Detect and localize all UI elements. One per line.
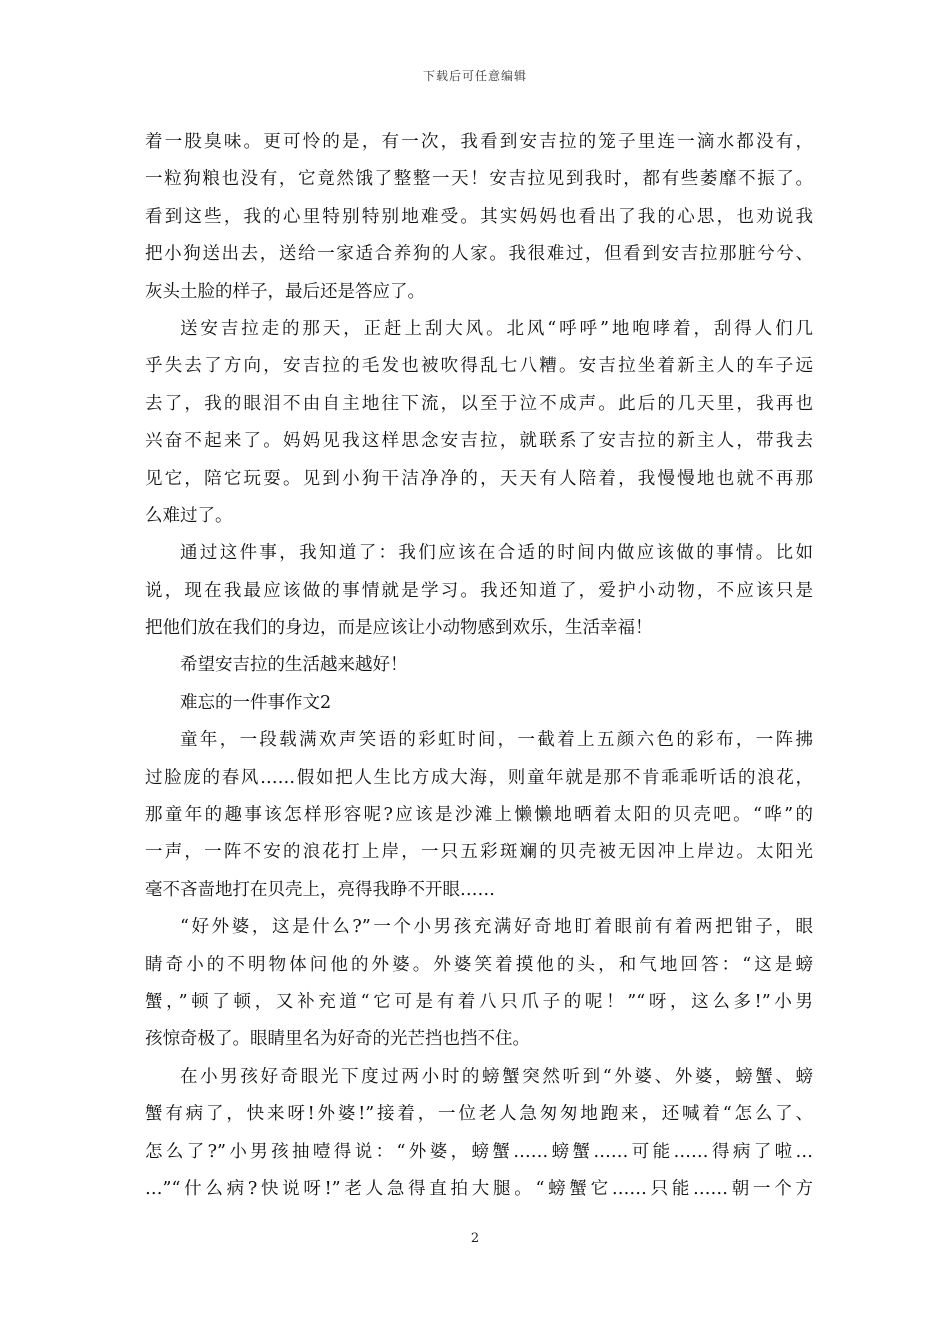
text-line: 么难过了。 [145,505,233,526]
text-line: 毫不吝啬地打在贝壳上，亮得我睁不开眼…… [145,879,495,900]
text-line: 一粒狗粮也没有，它竟然饿了整整一天！安吉拉见到我时，都有些萎靡不振了。 [145,169,813,190]
text-line: 见它，陪它玩耍。见到小狗干洁净净的，天天有人陪着，我慢慢地也就不再那 [145,468,813,489]
paragraph [145,1059,813,1209]
text-line: 怎么了?”小男孩抽噎得说：“外婆，螃蟹……螃蟹……可能……得病了啦… [145,1141,813,1162]
text-line: 蟹，”顿了顿，又补充道“它可是有着八只爪子的呢！”“呀，这么多!”小男 [145,991,813,1012]
text-line: 通过这件事，我知道了：我们应该在合适的时间内做应该做的事情。比如 [180,543,813,564]
text-line: 一声，一阵不安的浪花打上岸，一只五彩斑斓的贝壳被无因冲上岸边。太阳光 [145,842,813,863]
text-line: “好外婆，这是什么?”一个小男孩充满好奇地盯着眼前有着两把钳子，眼 [180,917,813,938]
section-title [145,685,813,722]
text-line: 灰头土脸的样子，最后还是答应了。 [145,281,425,302]
page-header: 下载后可任意编辑 [422,69,527,83]
text-line: …”“什么病?快说呀!”老人急得直拍大腿。“螃蟹它……只能……朝一个方 [145,1178,813,1199]
paragraph [145,722,813,909]
text-line: 难忘的一件事作文2 [180,692,332,713]
text-line: 说，现在我最应该做的事情就是学习。我还知道了，爱护小动物，不应该只是 [145,580,813,601]
text-line: 睛奇小的不明物体问他的外婆。外婆笑着摸他的头，和气地回答：“这是螃 [145,954,813,975]
text-line: 希望安吉拉的生活越来越好！ [180,655,408,676]
paragraph [145,909,813,1059]
text-line: 那童年的趣事该怎样形容呢?应该是沙滩上懒懒地晒着太阳的贝壳吧。“哗”的 [145,805,813,826]
text-line: 把小狗送出去，送给一家适合养狗的人家。我很难过，但看到安吉拉那脏兮兮、 [145,244,813,265]
text-line: 看到这些，我的心里特别特别地难受。其实妈妈也看出了我的心思，也劝说我 [145,206,813,227]
text-line: 童年，一段载满欢声笑语的彩虹时间，一截着上五颜六色的彩布，一阵拂 [180,730,813,751]
text-line: 过脸庞的春风……假如把人生比方成大海，则童年就是那不肯乖乖听话的浪花， [145,767,813,788]
text-line: 在小男孩好奇眼光下度过两小时的螃蟹突然听到“外婆、外婆，螃蟹、螃 [180,1066,813,1087]
text-line: 兴奋不起来了。妈妈见我这样思念安吉拉，就联系了安吉拉的新主人，带我去 [145,431,813,452]
text-line: 孩惊奇极了。眼睛里名为好奇的光芒挡也挡不住。 [145,1029,530,1050]
text-line: 去了，我的眼泪不由自主地往下流，以至于泣不成声。此后的几天里，我再也 [145,393,813,414]
text-line: 把他们放在我们的身边，而是应该让小动物感到欢乐，生活幸福！ [145,618,653,639]
paragraph [145,124,813,311]
paragraph [145,311,813,535]
text-line: 蟹有病了，快来呀!外婆!”接着，一位老人急匆匆地跑来，还喊着“怎么了、 [145,1104,813,1125]
text-line: 着一股臭味。更可怜的是，有一次，我看到安吉拉的笼子里连一滴水都没有， [145,132,813,152]
text-line: 乎失去了方向，安吉拉的毛发也被吹得乱七八糟。安吉拉坐着新主人的车子远 [145,356,813,377]
paragraph [145,535,813,647]
document-body [145,124,813,1208]
paragraph [145,647,813,684]
text-line: 送安吉拉走的那天，正赶上刮大风。北风“呼呼”地咆哮着，刮得人们几 [180,318,813,339]
page-number: 2 [470,1231,480,1246]
